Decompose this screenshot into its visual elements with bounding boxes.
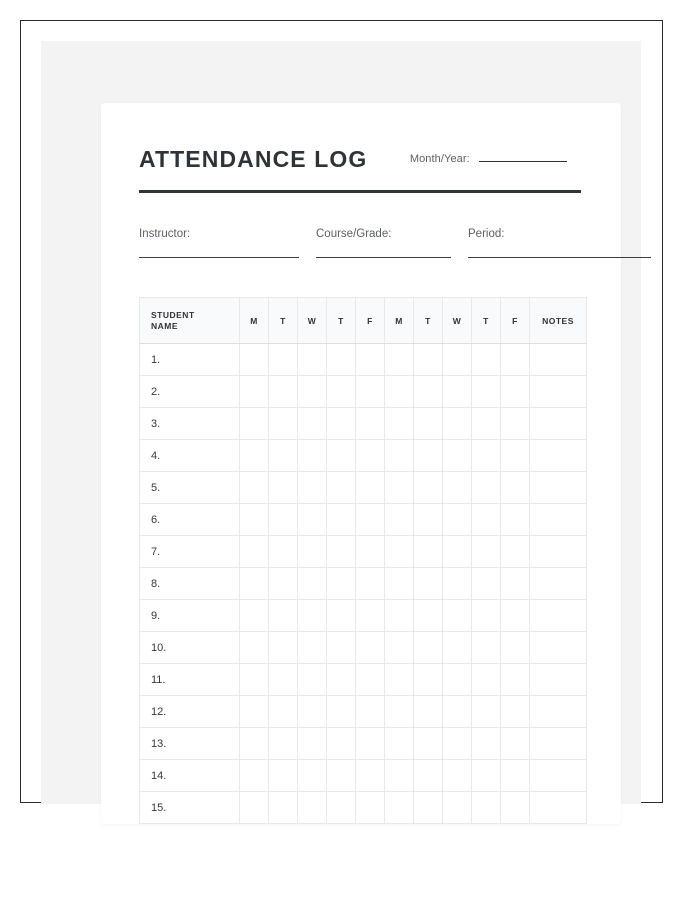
notes-cell[interactable]: [530, 760, 587, 792]
attendance-cell-day-10[interactable]: [501, 568, 530, 600]
attendance-cell-day-9[interactable]: [472, 376, 501, 408]
attendance-cell-day-4[interactable]: [327, 376, 356, 408]
attendance-cell-day-5[interactable]: [356, 344, 385, 376]
notes-cell[interactable]: [530, 600, 587, 632]
notes-cell[interactable]: [530, 632, 587, 664]
notes-cell[interactable]: [530, 440, 587, 472]
attendance-cell-day-6[interactable]: [385, 792, 414, 824]
student-name-cell[interactable]: 6.: [140, 504, 240, 536]
attendance-cell-day-10[interactable]: [501, 664, 530, 696]
attendance-cell-day-6[interactable]: [385, 632, 414, 664]
attendance-cell-day-8[interactable]: [443, 728, 472, 760]
attendance-cell-day-4[interactable]: [327, 664, 356, 696]
attendance-cell-day-2[interactable]: [269, 408, 298, 440]
attendance-cell-day-3[interactable]: [298, 568, 327, 600]
student-name-cell[interactable]: 9.: [140, 600, 240, 632]
attendance-cell-day-6[interactable]: [385, 376, 414, 408]
attendance-cell-day-2[interactable]: [269, 664, 298, 696]
notes-cell[interactable]: [530, 408, 587, 440]
column-header-notes: NOTES: [530, 298, 587, 344]
attendance-cell-day-2[interactable]: [269, 376, 298, 408]
notes-cell[interactable]: [530, 664, 587, 696]
attendance-cell-day-10[interactable]: [501, 504, 530, 536]
attendance-cell-day-6[interactable]: [385, 536, 414, 568]
attendance-cell-day-1[interactable]: [240, 696, 269, 728]
student-name-line2: NAME: [151, 320, 179, 331]
course-grade-input-line[interactable]: [316, 257, 451, 258]
student-name-cell[interactable]: 4.: [140, 440, 240, 472]
attendance-cell-day-4[interactable]: [327, 536, 356, 568]
attendance-cell-day-8[interactable]: [443, 600, 472, 632]
attendance-cell-day-6[interactable]: [385, 664, 414, 696]
attendance-cell-day-3[interactable]: [298, 600, 327, 632]
attendance-cell-day-4[interactable]: [327, 600, 356, 632]
attendance-cell-day-6[interactable]: [385, 728, 414, 760]
attendance-cell-day-4[interactable]: [327, 760, 356, 792]
attendance-cell-day-6[interactable]: [385, 600, 414, 632]
attendance-cell-day-5[interactable]: [356, 536, 385, 568]
column-header-day-2: T: [269, 298, 298, 344]
table-row: [140, 504, 587, 536]
attendance-cell-day-7[interactable]: [414, 664, 443, 696]
month-year-label: Month/Year:: [409, 153, 470, 165]
attendance-cell-day-7[interactable]: [414, 536, 443, 568]
attendance-cell-day-8[interactable]: [443, 344, 472, 376]
table-body: [140, 344, 587, 824]
attendance-cell-day-4[interactable]: [327, 696, 356, 728]
attendance-cell-day-1[interactable]: [240, 472, 269, 504]
course-grade-label: Course/Grade:: [316, 228, 392, 240]
attendance-cell-day-4[interactable]: [327, 472, 356, 504]
attendance-cell-day-10[interactable]: [501, 344, 530, 376]
attendance-cell-day-6[interactable]: [385, 344, 414, 376]
attendance-cell-day-2[interactable]: [269, 504, 298, 536]
student-name-cell[interactable]: 3.: [140, 408, 240, 440]
attendance-cell-day-3[interactable]: [298, 664, 327, 696]
attendance-cell-day-3[interactable]: [298, 728, 327, 760]
attendance-cell-day-1[interactable]: [240, 504, 269, 536]
table-row: [140, 472, 587, 504]
attendance-cell-day-4[interactable]: [327, 632, 356, 664]
attendance-cell-day-8[interactable]: [443, 568, 472, 600]
attendance-cell-day-2[interactable]: [269, 472, 298, 504]
student-name-line1: STUDENT: [151, 309, 195, 320]
column-header-day-9: T: [472, 298, 501, 344]
attendance-cell-day-5[interactable]: [356, 792, 385, 824]
table-row: [140, 696, 587, 728]
page-title: ATTENDANCE LOG: [139, 146, 368, 172]
table-row: [140, 344, 587, 376]
attendance-cell-day-5[interactable]: [356, 632, 385, 664]
attendance-cell-day-10[interactable]: [501, 440, 530, 472]
attendance-cell-day-6[interactable]: [385, 568, 414, 600]
attendance-cell-day-7[interactable]: [414, 600, 443, 632]
attendance-cell-day-1[interactable]: [240, 792, 269, 824]
period-input-line[interactable]: [468, 257, 651, 258]
attendance-cell-day-1[interactable]: [240, 760, 269, 792]
attendance-cell-day-2[interactable]: [269, 728, 298, 760]
attendance-cell-day-1[interactable]: [240, 344, 269, 376]
attendance-cell-day-4[interactable]: [327, 728, 356, 760]
attendance-cell-day-3[interactable]: [298, 440, 327, 472]
attendance-cell-day-7[interactable]: [414, 344, 443, 376]
attendance-cell-day-7[interactable]: [414, 696, 443, 728]
student-name-cell[interactable]: 5.: [140, 472, 240, 504]
attendance-cell-day-5[interactable]: [356, 440, 385, 472]
table-row: [140, 376, 587, 408]
attendance-cell-day-7[interactable]: [414, 376, 443, 408]
month-year-field[interactable]: [410, 149, 567, 167]
attendance-cell-day-2[interactable]: [269, 536, 298, 568]
attendance-cell-day-1[interactable]: [240, 728, 269, 760]
attendance-cell-day-9[interactable]: [472, 760, 501, 792]
table-row: [140, 568, 587, 600]
notes-cell[interactable]: [530, 536, 587, 568]
attendance-cell-day-1[interactable]: [240, 600, 269, 632]
document-card: [101, 103, 621, 824]
attendance-cell-day-10[interactable]: [501, 472, 530, 504]
attendance-cell-day-7[interactable]: [414, 504, 443, 536]
attendance-cell-day-3[interactable]: [298, 472, 327, 504]
attendance-cell-day-8[interactable]: [443, 696, 472, 728]
attendance-cell-day-8[interactable]: [443, 472, 472, 504]
notes-cell[interactable]: [530, 504, 587, 536]
period-field[interactable]: [468, 227, 651, 258]
table-header: [140, 298, 587, 344]
attendance-cell-day-8[interactable]: [443, 632, 472, 664]
attendance-cell-day-9[interactable]: [472, 504, 501, 536]
attendance-cell-day-8[interactable]: [443, 408, 472, 440]
notes-cell[interactable]: [530, 792, 587, 824]
attendance-cell-day-6[interactable]: [385, 760, 414, 792]
attendance-cell-day-10[interactable]: [501, 408, 530, 440]
student-name-cell[interactable]: 2.: [140, 376, 240, 408]
attendance-cell-day-5[interactable]: [356, 504, 385, 536]
attendance-cell-day-10[interactable]: [501, 728, 530, 760]
title-divider: [139, 190, 581, 193]
attendance-cell-day-8[interactable]: [443, 504, 472, 536]
attendance-cell-day-10[interactable]: [501, 632, 530, 664]
attendance-cell-day-1[interactable]: [240, 440, 269, 472]
title-row: [139, 145, 591, 179]
column-header-day-8: W: [443, 298, 472, 344]
attendance-cell-day-6[interactable]: [385, 440, 414, 472]
viewport-frame: [20, 20, 663, 814]
attendance-cell-day-4[interactable]: [327, 408, 356, 440]
attendance-cell-day-10[interactable]: [501, 792, 530, 824]
notes-cell[interactable]: [530, 696, 587, 728]
attendance-cell-day-5[interactable]: [356, 376, 385, 408]
instructor-field[interactable]: [139, 227, 299, 258]
notes-cell[interactable]: [530, 344, 587, 376]
column-header-day-7: T: [414, 298, 443, 344]
attendance-cell-day-5[interactable]: [356, 600, 385, 632]
month-year-blank[interactable]: [479, 150, 567, 162]
attendance-cell-day-2[interactable]: [269, 632, 298, 664]
table-header-row: [140, 298, 587, 344]
attendance-cell-day-1[interactable]: [240, 408, 269, 440]
table-row: [140, 536, 587, 568]
attendance-cell-day-3[interactable]: [298, 376, 327, 408]
student-name-cell[interactable]: 1.: [140, 344, 240, 376]
instructor-label: Instructor:: [139, 228, 191, 240]
attendance-cell-day-2[interactable]: [269, 440, 298, 472]
column-header-day-10: F: [501, 298, 530, 344]
attendance-cell-day-7[interactable]: [414, 792, 443, 824]
notes-cell[interactable]: [530, 376, 587, 408]
attendance-cell-day-3[interactable]: [298, 504, 327, 536]
attendance-cell-day-9[interactable]: [472, 600, 501, 632]
attendance-cell-day-5[interactable]: [356, 472, 385, 504]
attendance-cell-day-1[interactable]: [240, 632, 269, 664]
instructor-input-line[interactable]: [139, 257, 299, 258]
student-name-cell[interactable]: 8.: [140, 568, 240, 600]
attendance-cell-day-6[interactable]: [385, 696, 414, 728]
attendance-cell-day-6[interactable]: [385, 504, 414, 536]
attendance-cell-day-9[interactable]: [472, 664, 501, 696]
attendance-cell-day-8[interactable]: [443, 792, 472, 824]
table-row: [140, 728, 587, 760]
attendance-cell-day-5[interactable]: [356, 760, 385, 792]
attendance-cell-day-5[interactable]: [356, 408, 385, 440]
column-header-day-4: T: [327, 298, 356, 344]
period-label: Period:: [468, 228, 505, 240]
student-name-cell[interactable]: 12.: [140, 696, 240, 728]
attendance-cell-day-2[interactable]: [269, 344, 298, 376]
attendance-cell-day-10[interactable]: [501, 536, 530, 568]
student-name-cell[interactable]: 11.: [140, 664, 240, 696]
attendance-cell-day-7[interactable]: [414, 728, 443, 760]
column-header-day-6: M: [385, 298, 414, 344]
attendance-cell-day-2[interactable]: [269, 600, 298, 632]
attendance-cell-day-10[interactable]: [501, 600, 530, 632]
attendance-cell-day-2[interactable]: [269, 792, 298, 824]
attendance-cell-day-9[interactable]: [472, 728, 501, 760]
table-row: [140, 600, 587, 632]
table-row: [140, 632, 587, 664]
attendance-cell-day-1[interactable]: [240, 568, 269, 600]
attendance-cell-day-6[interactable]: [385, 472, 414, 504]
column-header-day-3: W: [298, 298, 327, 344]
attendance-cell-day-10[interactable]: [501, 376, 530, 408]
course-grade-field[interactable]: [316, 227, 451, 258]
attendance-cell-day-9[interactable]: [472, 440, 501, 472]
column-header-day-5: F: [356, 298, 385, 344]
table-row: [140, 792, 587, 824]
attendance-cell-day-3[interactable]: [298, 632, 327, 664]
attendance-cell-day-8[interactable]: [443, 760, 472, 792]
table-row: [140, 440, 587, 472]
attendance-cell-day-4[interactable]: [327, 504, 356, 536]
attendance-cell-day-9[interactable]: [472, 536, 501, 568]
student-name-cell[interactable]: 13.: [140, 728, 240, 760]
column-header-day-1: M: [240, 298, 269, 344]
page-backdrop: [41, 41, 641, 814]
attendance-cell-day-7[interactable]: [414, 568, 443, 600]
attendance-cell-day-3[interactable]: [298, 408, 327, 440]
attendance-cell-day-8[interactable]: [443, 536, 472, 568]
attendance-cell-day-7[interactable]: [414, 440, 443, 472]
attendance-cell-day-9[interactable]: [472, 344, 501, 376]
attendance-cell-day-2[interactable]: [269, 760, 298, 792]
attendance-cell-day-5[interactable]: [356, 696, 385, 728]
attendance-cell-day-8[interactable]: [443, 664, 472, 696]
notes-cell[interactable]: [530, 728, 587, 760]
attendance-cell-day-7[interactable]: [414, 472, 443, 504]
student-name-cell[interactable]: 15.: [140, 792, 240, 824]
attendance-cell-day-10[interactable]: [501, 760, 530, 792]
attendance-cell-day-9[interactable]: [472, 472, 501, 504]
notes-cell[interactable]: [530, 568, 587, 600]
meta-fields-row: [139, 227, 699, 271]
attendance-cell-day-1[interactable]: [240, 664, 269, 696]
attendance-cell-day-7[interactable]: [414, 760, 443, 792]
notes-cell[interactable]: [530, 472, 587, 504]
attendance-cell-day-3[interactable]: [298, 696, 327, 728]
student-name-cell[interactable]: 7.: [140, 536, 240, 568]
attendance-cell-day-4[interactable]: [327, 344, 356, 376]
attendance-cell-day-4[interactable]: [327, 440, 356, 472]
attendance-cell-day-3[interactable]: [298, 536, 327, 568]
attendance-cell-day-1[interactable]: [240, 376, 269, 408]
attendance-cell-day-5[interactable]: [356, 664, 385, 696]
attendance-cell-day-3[interactable]: [298, 792, 327, 824]
attendance-cell-day-4[interactable]: [327, 568, 356, 600]
attendance-cell-day-8[interactable]: [443, 376, 472, 408]
student-name-cell[interactable]: 10.: [140, 632, 240, 664]
attendance-cell-day-7[interactable]: [414, 408, 443, 440]
attendance-cell-day-10[interactable]: [501, 696, 530, 728]
attendance-cell-day-9[interactable]: [472, 792, 501, 824]
attendance-cell-day-9[interactable]: [472, 632, 501, 664]
attendance-cell-day-9[interactable]: [472, 408, 501, 440]
table-row: [140, 664, 587, 696]
column-header-student-name: [140, 298, 240, 344]
attendance-cell-day-8[interactable]: [443, 440, 472, 472]
attendance-cell-day-5[interactable]: [356, 568, 385, 600]
attendance-cell-day-5[interactable]: [356, 728, 385, 760]
attendance-cell-day-9[interactable]: [472, 696, 501, 728]
table-row: [140, 408, 587, 440]
attendance-cell-day-2[interactable]: [269, 696, 298, 728]
attendance-cell-day-4[interactable]: [327, 792, 356, 824]
attendance-cell-day-2[interactable]: [269, 568, 298, 600]
attendance-cell-day-3[interactable]: [298, 760, 327, 792]
table-row: [140, 760, 587, 792]
student-name-cell[interactable]: 14.: [140, 760, 240, 792]
attendance-cell-day-3[interactable]: [298, 344, 327, 376]
attendance-cell-day-9[interactable]: [472, 568, 501, 600]
attendance-cell-day-6[interactable]: [385, 408, 414, 440]
attendance-table: [139, 297, 587, 824]
attendance-cell-day-1[interactable]: [240, 536, 269, 568]
attendance-cell-day-7[interactable]: [414, 632, 443, 664]
